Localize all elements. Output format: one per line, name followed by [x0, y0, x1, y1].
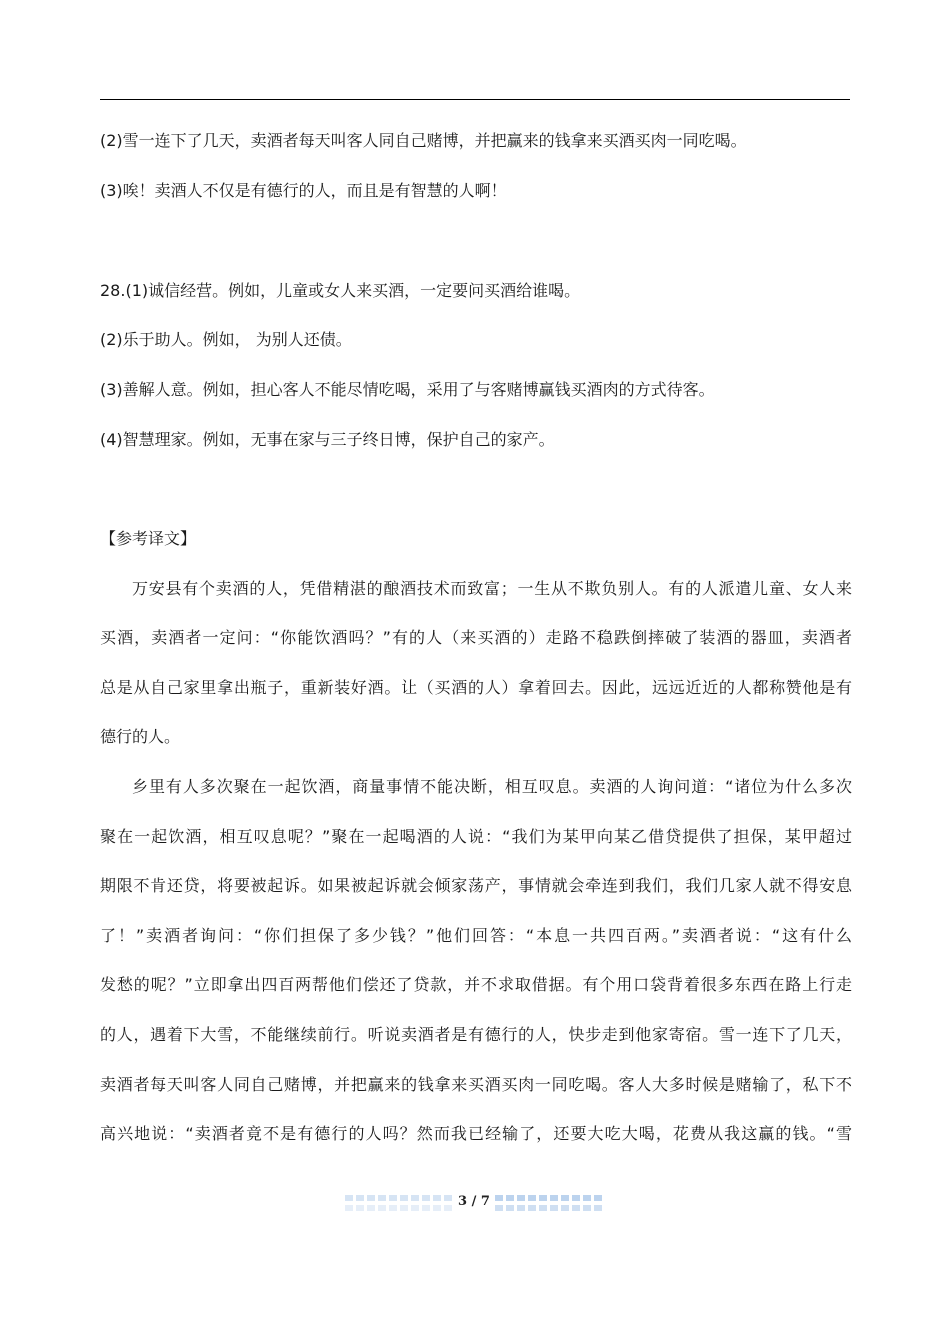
paragraph-line: 万安县有个卖酒的人，凭借精湛的酿酒技术而致富；一生从不欺负别人。有的人派遣儿童、女人来 [132, 579, 852, 598]
answer-28-item-4: (4)智慧理家。例如，无事在家与三子终日博，保护自己的家产。 [100, 430, 555, 449]
paragraph-line: 卖酒者每天叫客人同自己赌博，并把赢来的钱拿来买酒买肉一同吃喝。客人大多时候是赌输了，私下不 [100, 1075, 852, 1094]
paragraph-line: 高兴地说：“卖酒者竟不是有德行的人吗？然而我已经输了，还要大吃大喝，花费从我这赢的钱。“雪 [100, 1124, 852, 1143]
paragraph-line: 买酒，卖酒者一定问：“你能饮酒吗？”有的人（来买酒的）走路不稳跌倒摔破了装酒的器皿，卖酒者 [100, 628, 852, 647]
paragraph-line: 了！”卖酒者询问：“你们担保了多少钱？”他们回答：“本息一共四百两。”卖酒者说：“这有什么 [100, 926, 852, 945]
answer-26-item-3: (3)唉！卖酒人不仅是有德行的人，而且是有智慧的人啊！ [100, 181, 507, 200]
answer-26-item-2: (2)雪一连下了几天，卖酒者每天叫客人同自己赌博，并把赢来的钱拿来买酒买肉一同吃喝。 [100, 131, 747, 150]
paragraph-line: 总是从自己家里拿出瓶子，重新装好酒。让（买酒的人）拿着回去。因此，远远近近的人都称赞他是有 [100, 678, 852, 697]
reference-heading: 【参考译文】 [100, 529, 197, 548]
footer-decoration-right [495, 1192, 603, 1214]
paragraph-line: 发愁的呢？”立即拿出四百两帮他们偿还了贷款，并不求取借据。有个用口袋背着很多东西在路上行走 [100, 975, 852, 994]
footer-decoration-left [345, 1192, 453, 1214]
answer-28-item-3: (3)善解人意。例如，担心客人不能尽情吃喝，采用了与客赌博赢钱买酒肉的方式待客。 [100, 380, 715, 399]
paragraph-line: 聚在一起饮酒，相互叹息呢？”聚在一起喝酒的人说：“我们为某甲向某乙借贷提供了担保，某甲超过 [100, 827, 852, 846]
paragraph-line: 期限不肯还贷，将要被起诉。如果被起诉就会倾家荡产，事情就会牵连到我们，我们几家人就不得安息 [100, 876, 852, 895]
page-number: 3 / 7 [458, 1194, 490, 1209]
page-footer [345, 1190, 605, 1216]
paragraph-line: 德行的人。 [100, 727, 181, 746]
header-rule [100, 99, 850, 100]
answer-28-item-1: 28.(1)诚信经营。例如，儿童或女人来买酒，一定要问买酒给谁喝。 [100, 281, 581, 300]
answer-28-item-2: (2)乐于助人。例如， 为别人还债。 [100, 330, 352, 349]
paragraph-line: 的人，遇着下大雪，不能继续前行。听说卖酒者是有德行的人，快步走到他家寄宿。雪一连下了几天， [100, 1025, 852, 1044]
paragraph-line: 乡里有人多次聚在一起饮酒，商量事情不能决断，相互叹息。卖酒的人询问道：“诸位为什么多次 [132, 777, 852, 796]
